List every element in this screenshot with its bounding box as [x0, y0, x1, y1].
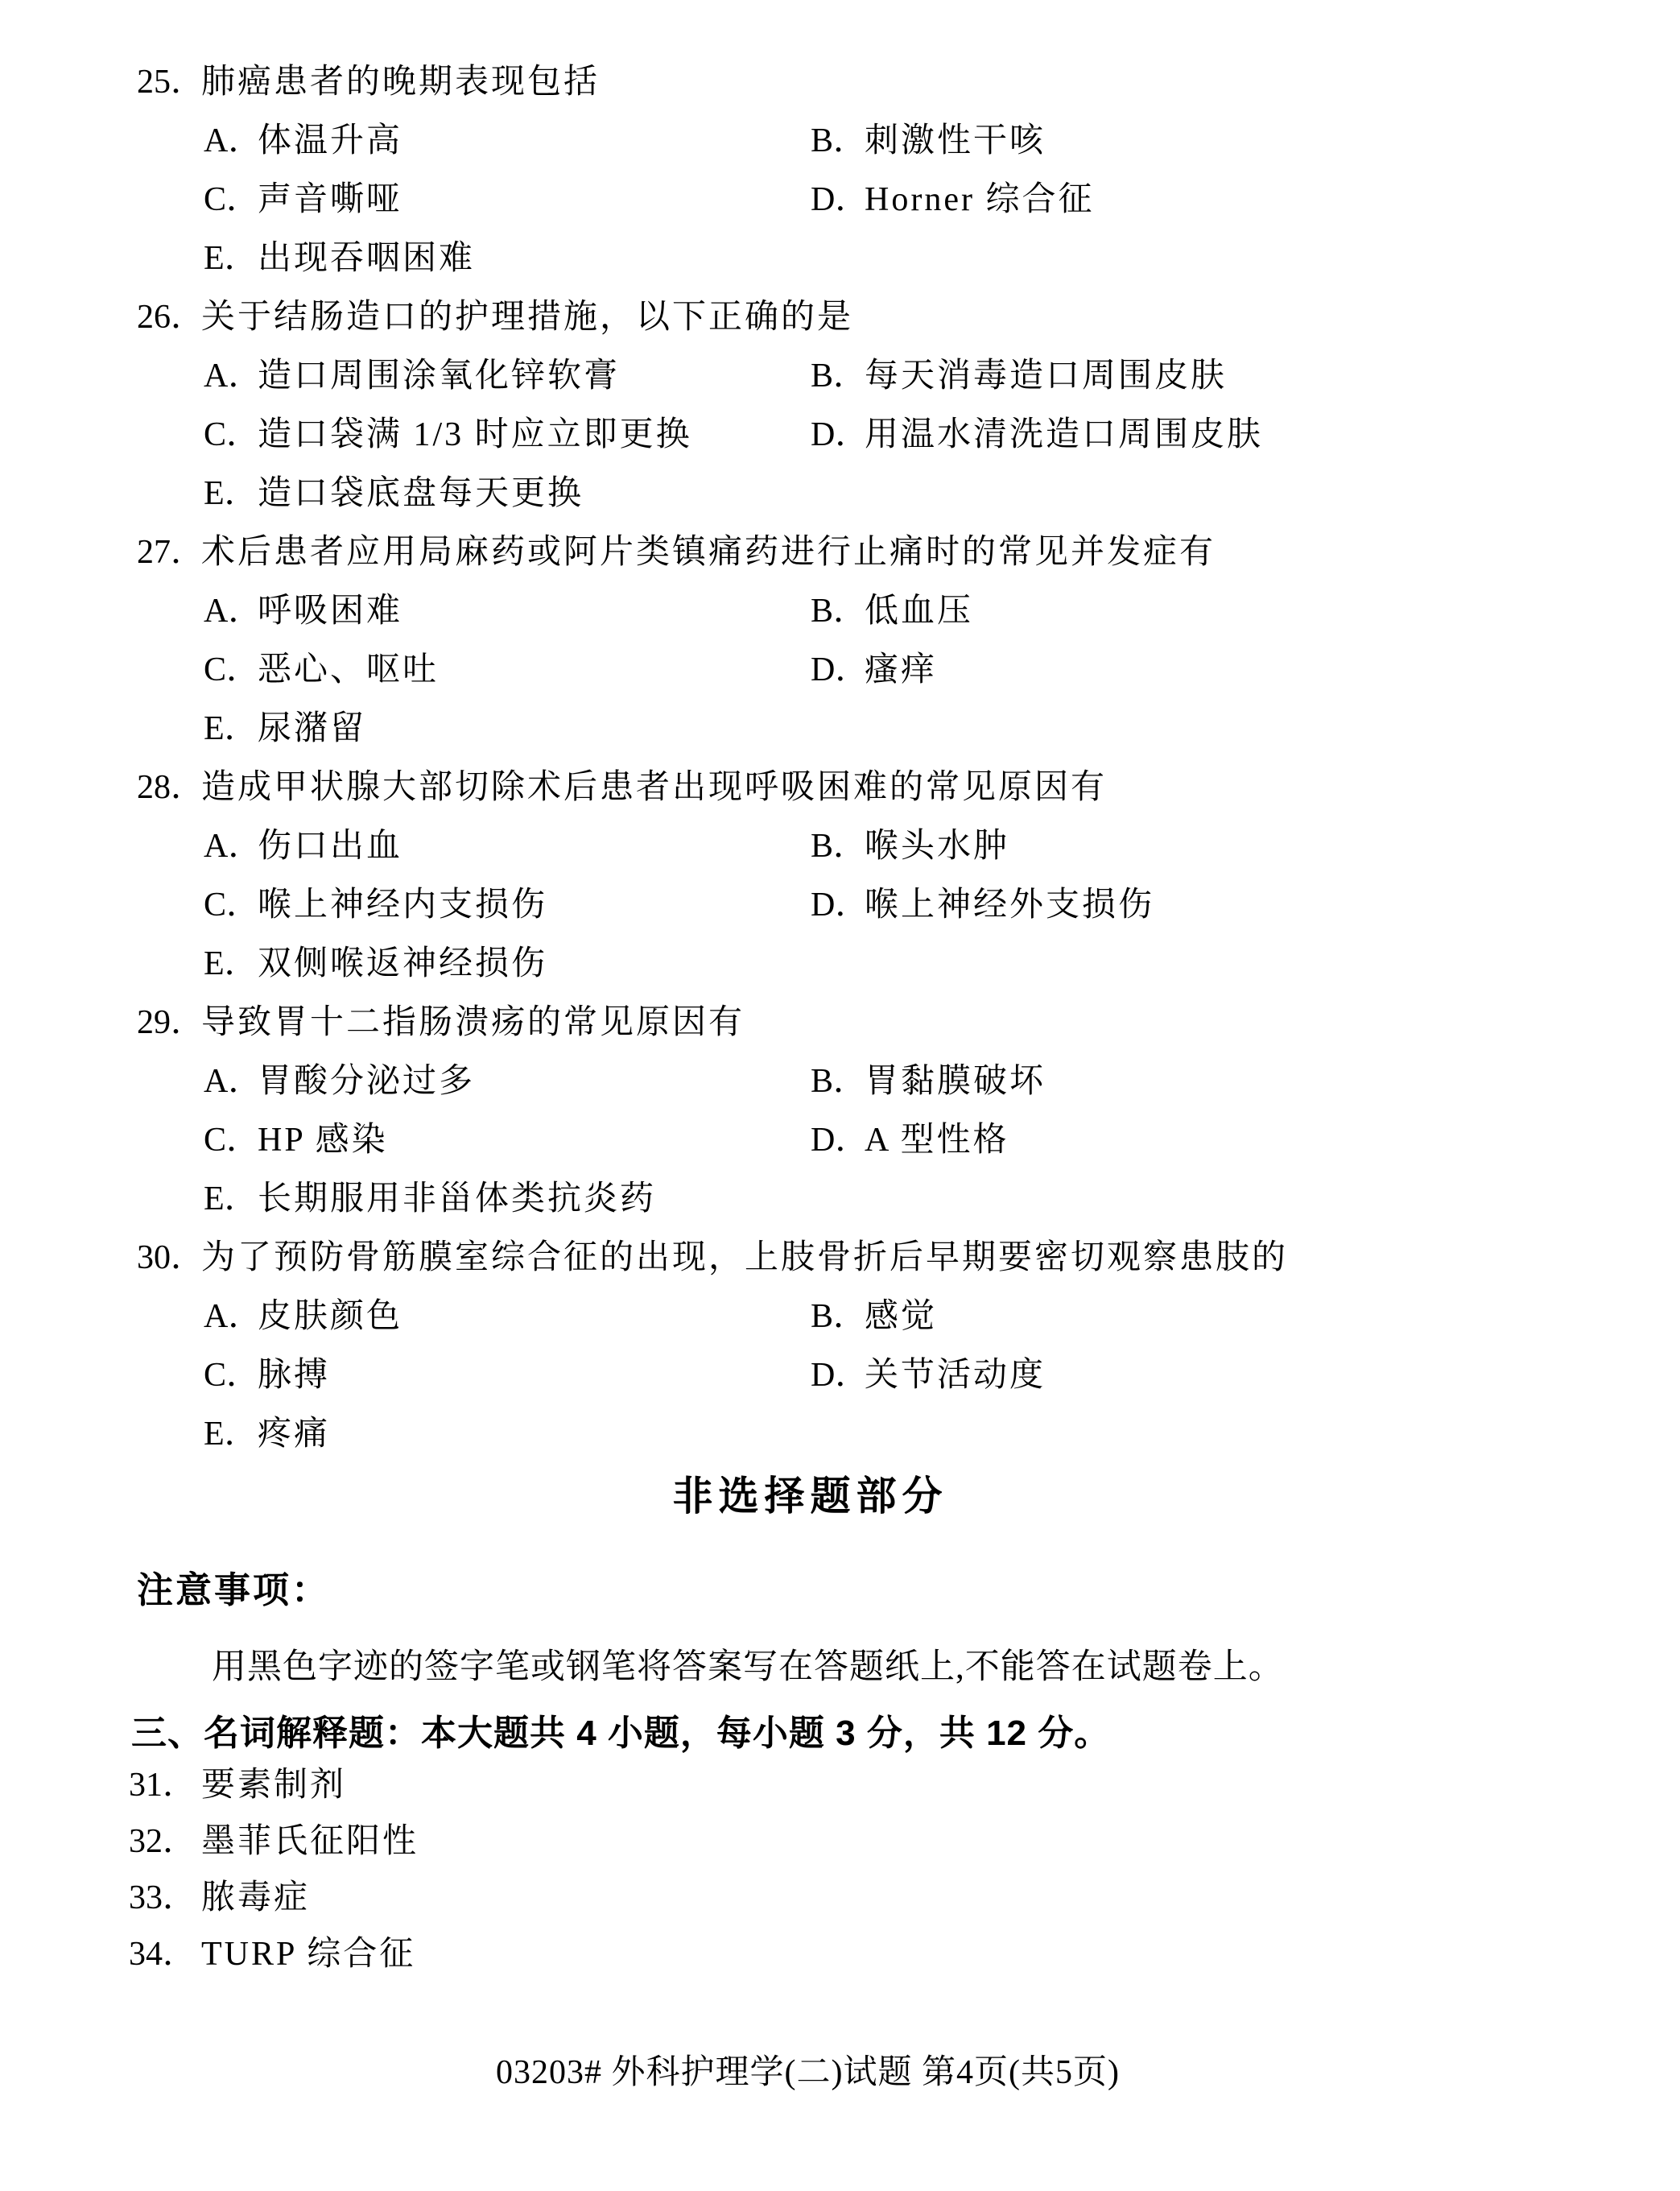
question-number: 26． [137, 298, 205, 336]
option-label: A． [204, 357, 262, 395]
question-30 [0, 1225, 1680, 1460]
option-row [0, 108, 1680, 167]
option-e [204, 701, 366, 750]
option-row [0, 1048, 1680, 1107]
question-stem-line [0, 1225, 1680, 1284]
option-e [204, 1407, 330, 1455]
option-text: A 型性格 [865, 1121, 1009, 1159]
question-stem-line [0, 49, 1680, 108]
option-c [204, 1113, 388, 1161]
option-text: 喉头水肿 [865, 827, 1010, 865]
option-row [0, 1284, 1680, 1342]
multiple-choice-section [0, 49, 1680, 1460]
question-number: 30． [137, 1238, 205, 1276]
option-e [204, 936, 547, 985]
option-row [0, 931, 1680, 990]
option-label: B． [811, 357, 868, 395]
option-text: 造口袋满 1/3 时应立即更换 [258, 415, 692, 453]
option-label: B． [811, 1297, 868, 1335]
option-text: 胃酸分泌过多 [258, 1062, 476, 1100]
option-label: D． [811, 180, 869, 218]
option-d [811, 872, 1154, 931]
option-row [0, 1342, 1680, 1401]
option-text: 恶心、呕吐 [258, 651, 440, 688]
definition-question-33 [0, 1866, 1680, 1923]
option-text: 皮肤颜色 [258, 1297, 403, 1335]
option-label: C． [204, 415, 261, 453]
option-label: B． [811, 1062, 868, 1100]
question-stem-line [0, 754, 1680, 813]
option-label: E． [204, 1415, 258, 1453]
option-d [811, 637, 937, 696]
option-d [811, 402, 1263, 461]
option-text: 瘙痒 [865, 651, 938, 688]
option-label: A． [204, 827, 262, 865]
option-row [0, 461, 1680, 519]
question-number: 34． [129, 1936, 197, 1973]
option-row [0, 1107, 1680, 1166]
option-a [204, 114, 402, 162]
question-stem: 造成甲状腺大部切除术后患者出现呼吸困难的常见原因有 [201, 768, 1108, 806]
option-d [811, 1342, 1046, 1401]
option-row [0, 696, 1680, 754]
option-text: 疼痛 [258, 1415, 331, 1453]
option-label: A． [204, 1062, 262, 1100]
option-a [204, 584, 402, 632]
option-label: A． [204, 122, 262, 159]
definition-question-34 [0, 1923, 1680, 1979]
option-c [204, 878, 547, 926]
option-label: C． [204, 1356, 261, 1394]
option-label: E． [204, 1180, 258, 1217]
option-text: 双侧喉返神经损伤 [258, 945, 548, 982]
option-label: D． [811, 415, 869, 453]
option-c [204, 643, 439, 691]
question-stem: 导致胃十二指肠溃疡的常见原因有 [201, 1003, 745, 1041]
option-text: 造口袋底盘每天更换 [258, 474, 584, 512]
question-number: 28． [137, 768, 205, 806]
option-c [204, 407, 692, 456]
question-29 [0, 990, 1680, 1225]
option-label: B． [811, 592, 868, 630]
option-b [811, 1048, 1046, 1107]
section3-heading: 三、名词解释题：本大题共 4 小题，每小题 3 分，共 12 分。 [131, 1714, 1111, 1753]
question-stem: 术后患者应用局麻药或阿片类镇痛药进行止痛时的常见并发症有 [201, 533, 1216, 571]
option-text: 用温水清洗造口周围皮肤 [865, 415, 1264, 453]
option-text: 刺激性干咳 [865, 122, 1046, 159]
question-number: 32． [129, 1823, 197, 1860]
option-label: C． [204, 1121, 261, 1159]
question-stem-line [0, 519, 1680, 578]
option-label: D． [811, 1356, 869, 1394]
option-b [811, 813, 1009, 872]
option-row [0, 637, 1680, 696]
option-text: 出现吞咽困难 [258, 239, 476, 277]
question-25 [0, 49, 1680, 284]
option-text: 喉上神经外支损伤 [865, 886, 1155, 924]
question-stem: 为了预防骨筋膜室综合征的出现，上肢骨折后早期要密切观察患肢的 [201, 1238, 1289, 1276]
option-a [204, 349, 620, 397]
option-text: 喉上神经内支损伤 [258, 886, 548, 924]
option-text: 感觉 [865, 1297, 938, 1335]
option-e [204, 466, 584, 515]
option-text: 每天消毒造口周围皮肤 [865, 357, 1228, 395]
option-label: C． [204, 180, 261, 218]
option-text: HP 感染 [258, 1121, 388, 1159]
definition-question-32 [0, 1810, 1680, 1866]
option-row [0, 167, 1680, 225]
option-a [204, 1054, 475, 1102]
option-text: 低血压 [865, 592, 974, 630]
option-row [0, 1166, 1680, 1225]
question-number: 33． [129, 1879, 197, 1916]
question-26 [0, 284, 1680, 519]
option-b [811, 108, 1046, 167]
option-text: 声音嘶哑 [258, 180, 403, 218]
option-row [0, 813, 1680, 872]
option-e [204, 1172, 656, 1220]
option-text: 呼吸困难 [258, 592, 403, 630]
option-label: D． [811, 1121, 869, 1159]
option-label: A． [204, 592, 262, 630]
option-row [0, 578, 1680, 637]
option-label: D． [811, 651, 869, 688]
option-d [811, 167, 1094, 225]
option-b [811, 578, 973, 637]
question-number: 31． [129, 1767, 197, 1804]
option-text: 造口周围涂氧化锌软膏 [258, 357, 621, 395]
page-footer: 03203# 外科护理学(二)试题 第4页(共5页) [496, 2054, 1120, 2091]
question-stem-line [0, 990, 1680, 1048]
question-text: TURP 综合征 [201, 1936, 416, 1973]
option-b [811, 343, 1227, 402]
option-text: 关节活动度 [865, 1356, 1046, 1394]
question-number: 27． [137, 533, 205, 571]
option-text: 胃黏膜破坏 [865, 1062, 1046, 1100]
option-label: A． [204, 1297, 262, 1335]
option-label: D． [811, 886, 869, 924]
question-text: 脓毒症 [201, 1879, 311, 1916]
option-text: Horner 综合征 [865, 180, 1095, 218]
option-text: 尿潴留 [258, 709, 367, 747]
question-28 [0, 754, 1680, 990]
non-mcq-section-title: 非选择题部分 [672, 1474, 948, 1519]
definition-questions-list [0, 1754, 1680, 1979]
question-stem: 关于结肠造口的护理措施，以下正确的是 [201, 298, 854, 336]
option-label: E． [204, 709, 258, 747]
option-text: 伤口出血 [258, 827, 403, 865]
option-a [204, 1289, 402, 1337]
option-row [0, 343, 1680, 402]
option-label: C． [204, 886, 261, 924]
option-row [0, 225, 1680, 284]
option-row [0, 872, 1680, 931]
definition-question-31 [0, 1754, 1680, 1810]
option-text: 体温升高 [258, 122, 403, 159]
question-text: 要素制剂 [201, 1767, 347, 1804]
option-label: E． [204, 474, 258, 512]
option-row [0, 402, 1680, 461]
question-stem-line [0, 284, 1680, 343]
notice-text: 用黑色字迹的签字笔或钢笔将答案写在答题纸上,不能答在试题卷上。 [212, 1648, 1284, 1686]
option-e [204, 231, 475, 279]
question-number: 29． [137, 1003, 205, 1041]
option-label: E． [204, 945, 258, 982]
option-text: 长期服用非甾体类抗炎药 [258, 1180, 657, 1217]
question-text: 墨菲氏征阳性 [201, 1823, 419, 1860]
option-label: C． [204, 651, 261, 688]
question-number: 25． [137, 63, 205, 101]
option-c [204, 172, 402, 221]
option-c [204, 1348, 330, 1396]
question-stem: 肺癌患者的晚期表现包括 [201, 63, 601, 101]
option-row [0, 1401, 1680, 1460]
option-d [811, 1107, 1009, 1166]
notice-label: 注意事项： [137, 1569, 331, 1610]
question-27 [0, 519, 1680, 754]
option-text: 脉搏 [258, 1356, 331, 1394]
option-b [811, 1284, 937, 1342]
option-label: B． [811, 827, 868, 865]
option-a [204, 819, 402, 867]
option-label: E． [204, 239, 258, 277]
option-label: B． [811, 122, 868, 159]
